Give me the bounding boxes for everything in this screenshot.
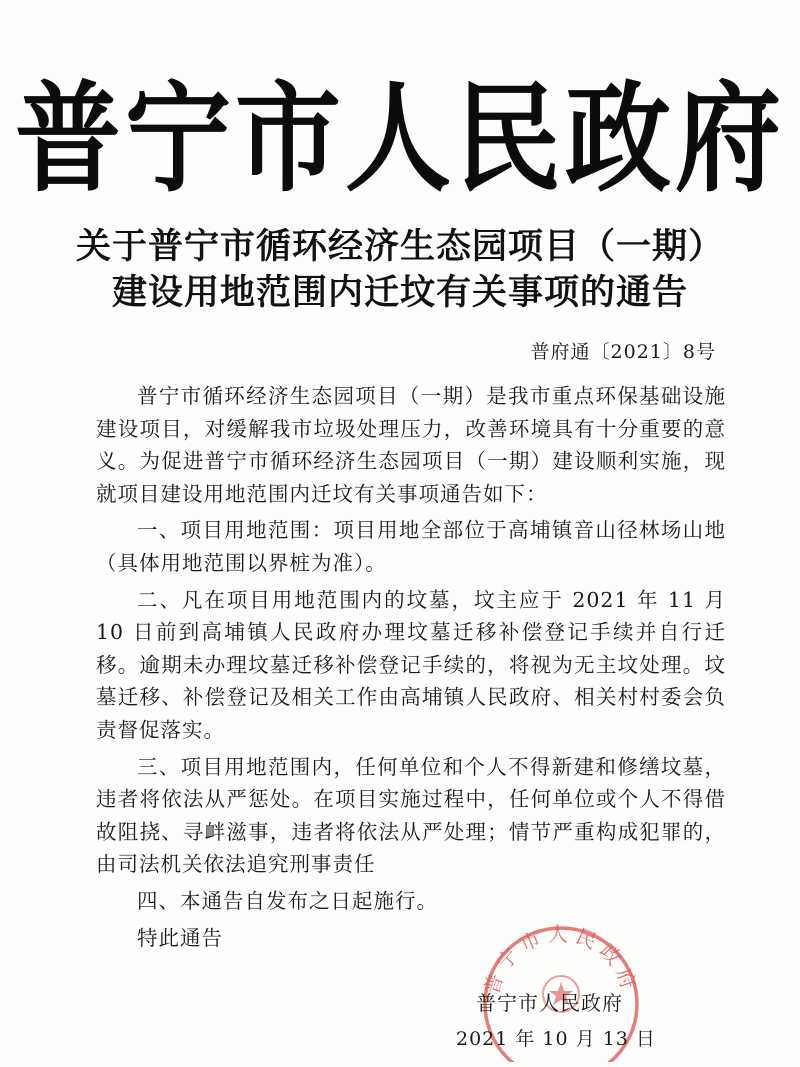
paragraph-item-3: 三、项目用地范围内，任何单位和个人不得新建和修缮坟墓，违者将依法从严惩处。在项目实施过程中，任何单位或个人不得借故阻挠、寻衅滋事，违者将依法从严处理；情节严重构成犯罪的，由司法机关依法追究刑事责任 xyxy=(96,754,726,877)
signature-date: 2021 年 10 月 13 日 xyxy=(456,1028,656,1050)
notice-title-line-1: 关于普宁市循环经济生态园项目（一期） xyxy=(75,226,724,267)
paragraph-item-4: 四、本通告自发布之日起施行。 xyxy=(137,888,438,913)
document-number: 普府通〔2021〕8号 xyxy=(530,341,716,363)
paragraph-item-2: 二、凡在项目用地范围内的坟墓，坟主应于 2021 年 11 月 10 日前到高埔镇人民政府办理坟墓迁移补偿登记手续并自行迁移。逾期未办理坟墓迁移补偿登记手续的，将视为无主坟处理。坟墓迁移、补偿登记及相关工作由高埔镇人民政府、相关村村委会负责督促落实。 xyxy=(96,587,726,742)
masthead-title: 普宁市人民政府 xyxy=(15,68,785,209)
paragraph-closing: 特此通告 xyxy=(137,925,223,950)
paragraph-intro: 普宁市循环经济生态园项目（一期）是我市重点环保基础设施建设项目，对缓解我市垃圾处理压力，改善环境具有十分重要的意义。为促进普宁市循环经济生态园项目（一期）建设顺利实施，现就项目建设用地范围内迁坟有关事项通告如下： xyxy=(96,384,726,506)
seal-text: 普宁市人民政府 xyxy=(479,922,643,998)
signature-organization: 普宁市人民政府 xyxy=(476,991,623,1015)
paragraph-item-1: 一、项目用地范围：项目用地全部位于高埔镇音山径林场山地（具体用地范围以界桩为准）。 xyxy=(96,518,726,575)
notice-body xyxy=(96,380,726,954)
notice-title-line-2: 建设用地范围内迁坟有关事项的通告 xyxy=(111,272,688,313)
